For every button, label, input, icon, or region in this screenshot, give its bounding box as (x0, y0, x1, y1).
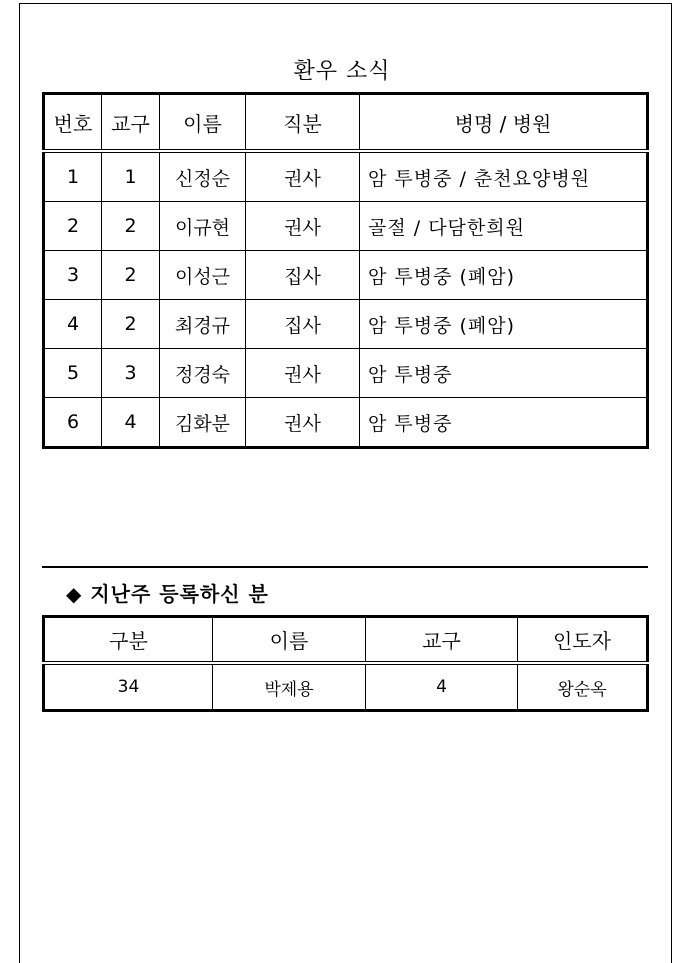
cell-name: 김화분 (160, 398, 246, 448)
cell-number: 4 (44, 300, 102, 349)
cell-name: 박제용 (213, 663, 366, 711)
cell-category: 34 (44, 663, 213, 711)
cell-name: 최경규 (160, 300, 246, 349)
cell-role: 권사 (246, 202, 360, 251)
table-row (44, 251, 648, 300)
cell-role: 권사 (246, 398, 360, 448)
cell-illness: 암 투병중 (폐암) (360, 251, 648, 300)
header-illness: 병명 / 병원 (360, 94, 648, 152)
header-name: 이름 (160, 94, 246, 152)
cell-name: 이성근 (160, 251, 246, 300)
table-row (44, 151, 648, 202)
table-header-row (44, 617, 648, 664)
header-category: 구분 (44, 617, 213, 664)
cell-illness: 암 투병중 (폐암) (360, 300, 648, 349)
header-district: 교구 (366, 617, 518, 664)
cell-role: 권사 (246, 151, 360, 202)
table-row (44, 300, 648, 349)
header-name: 이름 (213, 617, 366, 664)
cell-district: 4 (366, 663, 518, 711)
cell-name: 정경숙 (160, 349, 246, 398)
cell-number: 1 (44, 151, 102, 202)
cell-number: 2 (44, 202, 102, 251)
cell-illness: 골절 / 다담한희원 (360, 202, 648, 251)
cell-district: 4 (102, 398, 160, 448)
table-row (44, 202, 648, 251)
registration-title: ◆ 지난주 등록하신 분 (66, 582, 269, 606)
header-number: 번호 (44, 94, 102, 152)
cell-number: 6 (44, 398, 102, 448)
cell-guide: 왕순옥 (518, 663, 648, 711)
cell-district: 2 (102, 300, 160, 349)
patients-title: 환우 소식 (293, 59, 391, 84)
cell-illness: 암 투병중 (360, 398, 648, 448)
section-divider (42, 566, 648, 568)
cell-illness: 암 투병중 (360, 349, 648, 398)
header-district: 교구 (102, 94, 160, 152)
patients-table (42, 92, 649, 449)
cell-role: 집사 (246, 300, 360, 349)
table-row (44, 663, 648, 711)
header-role: 직분 (246, 94, 360, 152)
cell-number: 3 (44, 251, 102, 300)
cell-illness: 암 투병중 / 춘천요양병원 (360, 151, 648, 202)
header-guide: 인도자 (518, 617, 648, 664)
registration-table (42, 615, 649, 712)
cell-district: 2 (102, 202, 160, 251)
cell-district: 3 (102, 349, 160, 398)
cell-role: 권사 (246, 349, 360, 398)
table-row (44, 349, 648, 398)
cell-district: 1 (102, 151, 160, 202)
cell-name: 신정순 (160, 151, 246, 202)
cell-role: 집사 (246, 251, 360, 300)
cell-number: 5 (44, 349, 102, 398)
table-row (44, 398, 648, 448)
cell-district: 2 (102, 251, 160, 300)
table-header-row (44, 94, 648, 152)
cell-name: 이규현 (160, 202, 246, 251)
